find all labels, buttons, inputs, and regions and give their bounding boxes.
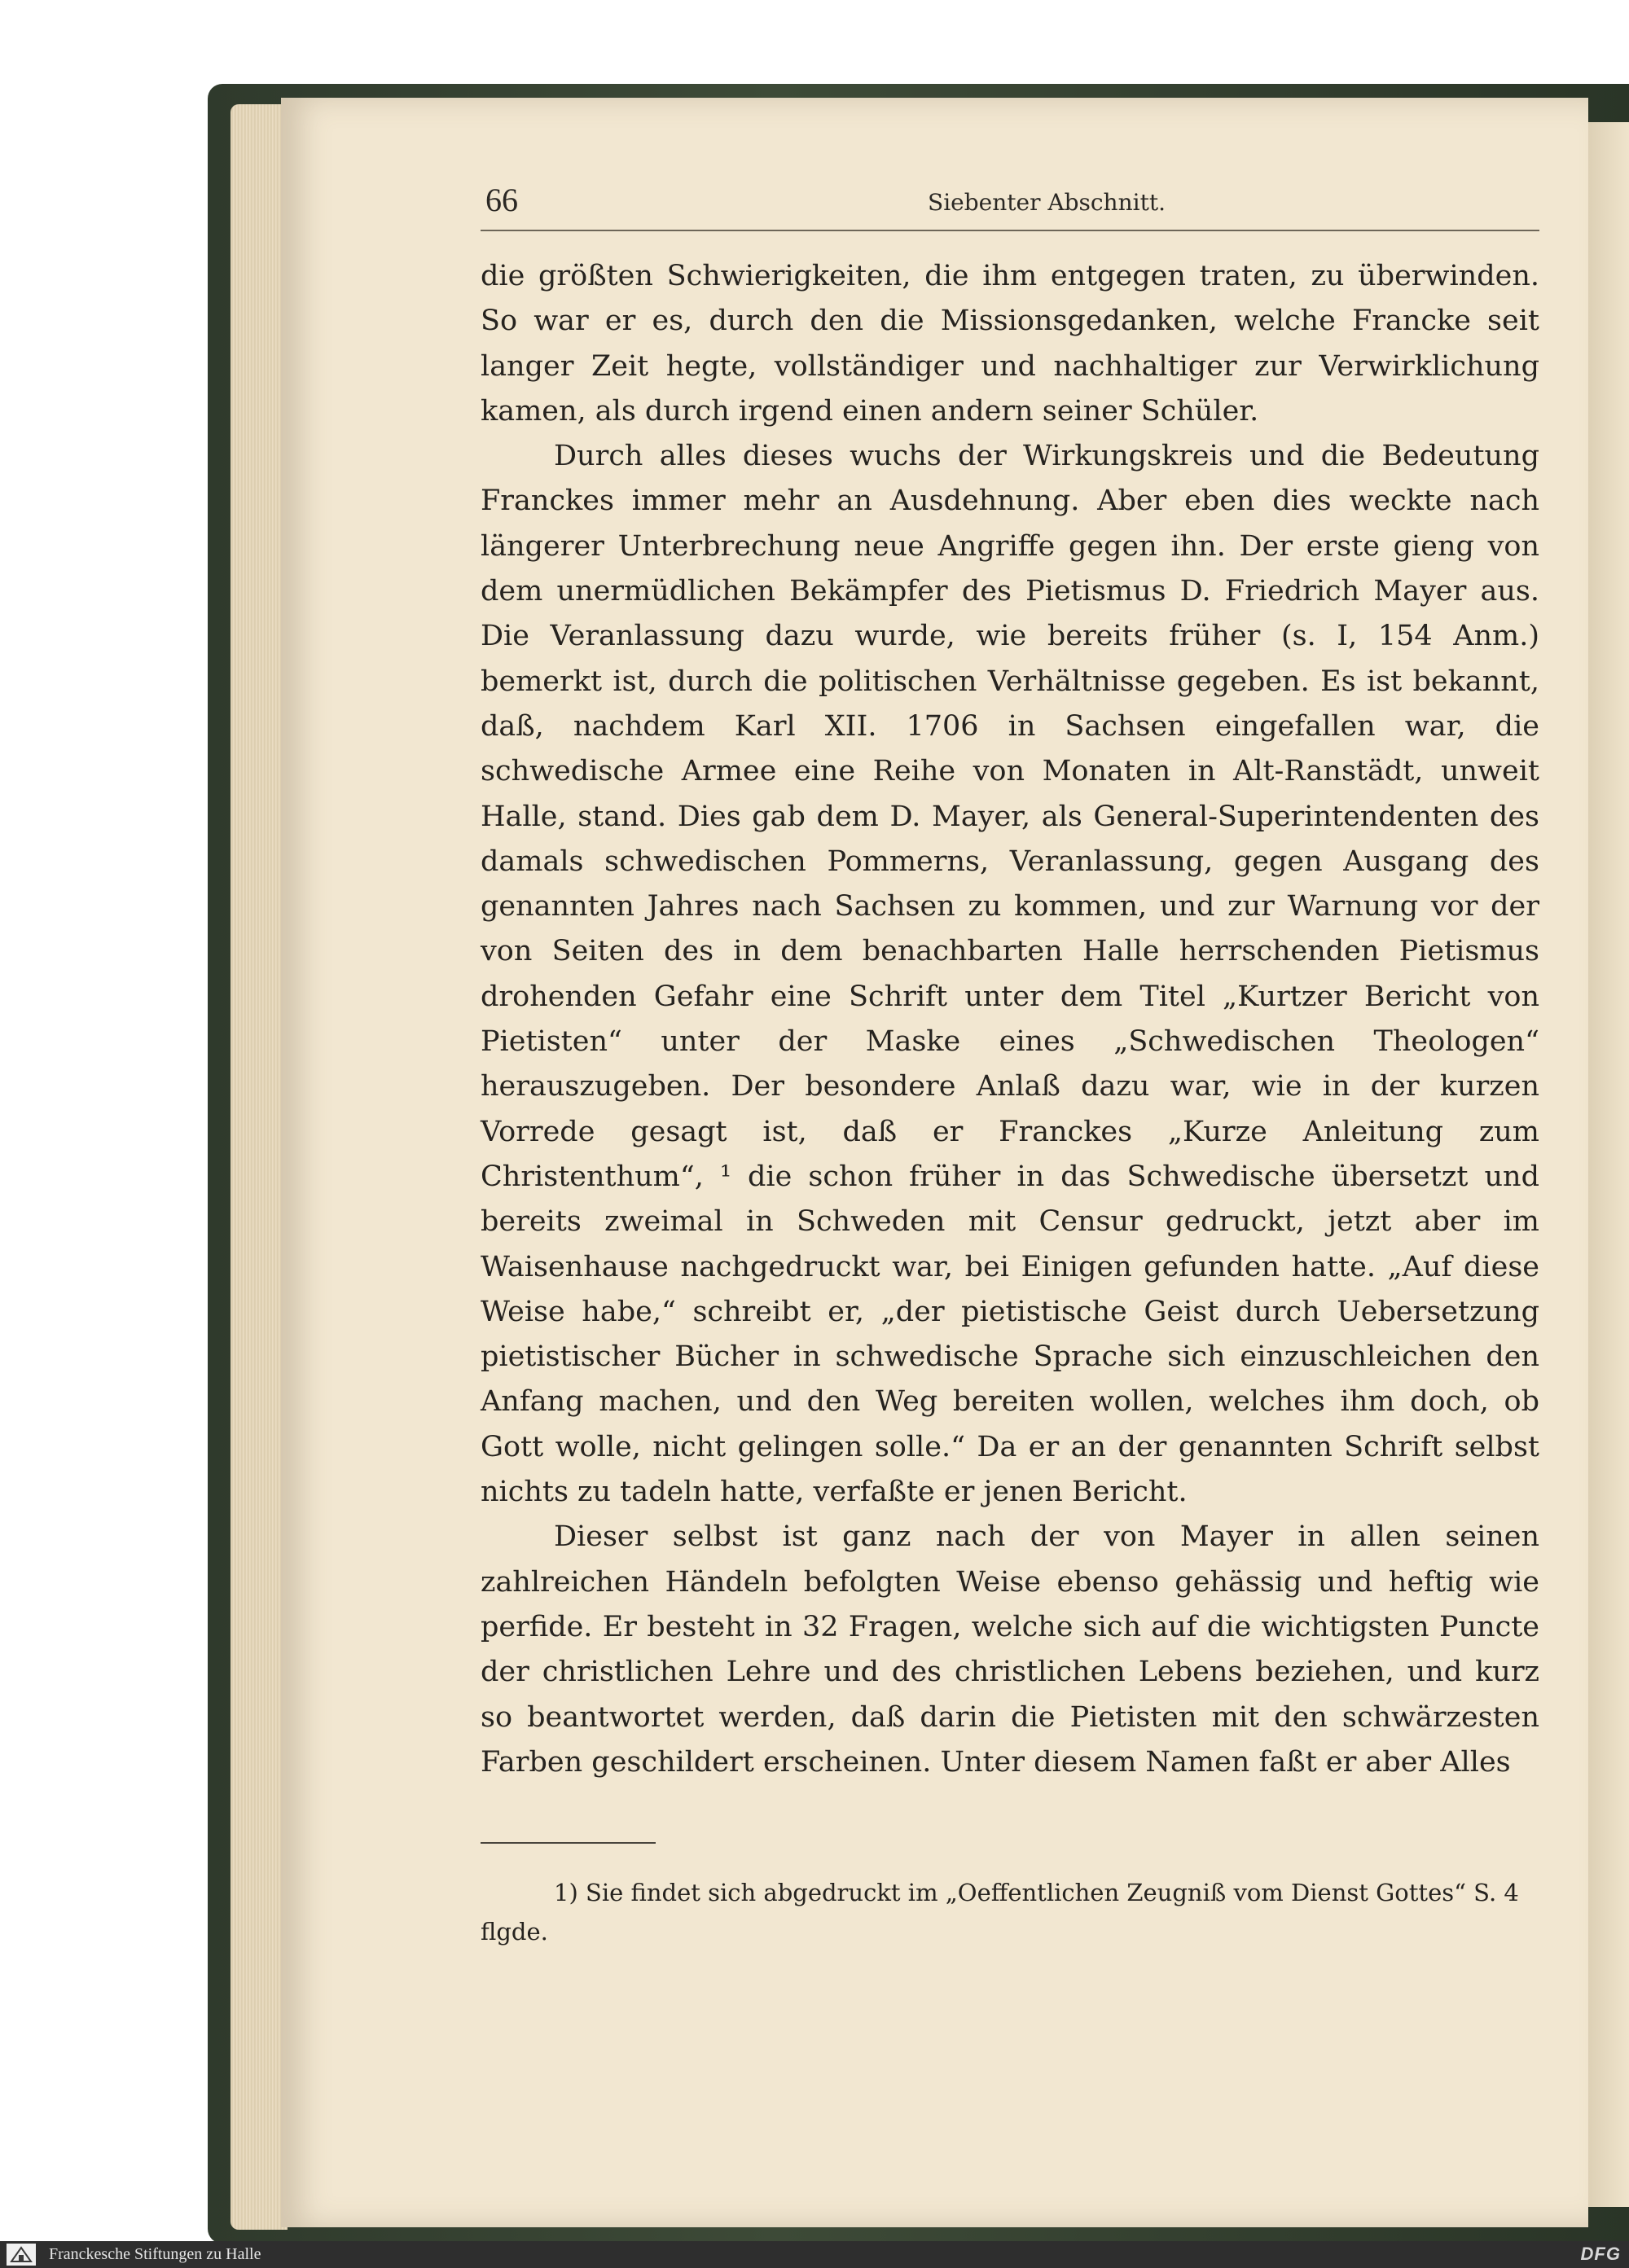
body-text: [481, 254, 1539, 1785]
paragraph: die größten Schwierigkeiten, die ihm entgegen traten, zu überwinden. So war er es, durch den die Missionsgedanken, welche Francke seit langer Zeit hegte, vollständiger und nachhaltiger zur Verwirklichung kamen, als durch irgend einen andern seiner Schüler.: [481, 260, 1539, 428]
franckesche-stiftungen-logo-icon: [7, 2244, 36, 2266]
chapter-title: Siebenter Abschnitt.: [928, 189, 1166, 216]
institution-name: Franckesche Stiftungen zu Halle: [49, 2245, 261, 2263]
facing-page-edge: [1588, 122, 1629, 2207]
footnote: 1) Sie findet sich abgedruckt im „Oeffentlichen Zeugniß vom Dienst Gottes“ S. 4 flgde.: [481, 1879, 1519, 1946]
paragraph: Dieser selbst ist ganz nach der von Mayer in allen seinen zahlreichen Händeln befolgten Weise ebenso gehässig und heftig wie perfide. Er besteht in 32 Fragen, welche sich auf die wichtigsten Puncte der christlichen Lehre und des christlichen Lebens beziehen, und kurz so beantwortet werden, daß darin die Pietisten mit den schwärzesten Farben geschildert erscheinen. Unter diesem Namen faßt er aber Alles: [481, 1520, 1539, 1779]
running-head: [481, 181, 1539, 231]
footnote-divider: [481, 1842, 656, 1844]
page-number: 66: [485, 182, 518, 218]
dfg-logo: DFG: [1580, 2244, 1621, 2264]
paragraph: Durch alles dieses wuchs der Wirkungskreis und die Bedeutung Franckes immer mehr an Ausdehnung. Aber eben dies weckte nach längerer Unterbrechung neue Angriffe gegen ihn. Der erste gieng von dem unermüdlichen Bekämpfer des Pietismus D. Friedrich Mayer aus. Die Veranlassung dazu wurde, wie bereits früher (s. I, 154 Anm.) bemerkt ist, durch die politischen Verhältnisse gegeben. Es ist bekannt, daß, nachdem Karl XII. 1706 in Sachsen eingefallen war, die schwedische Armee eine Reihe von Monaten in Alt-Ranstädt, unweit Halle, stand. Dies gab dem D. Mayer, als General-Superintendenten des damals schwedischen Pommerns, Veranlassung, gegen Ausgang des genannten Jahres nach Sachsen zu kommen, und zur Warnung vor der von Seiten des in dem benachbarten Halle herrschenden Pietismus drohenden Gefahr eine Schrift unter dem Titel „Kurtzer Bericht von Pietisten“ unter der Maske eines „Schwedischen Theologen“ herauszugeben. Der besondere Anlaß dazu war, wie in der kurzen Vorrede gesagt ist, daß er Franckes „Kurze Anleitung zum Christenthum“, ¹ die schon früher in das Schwedische übersetzt und bereits zweimal in Schweden mit Censur gedruckt, jetzt aber im Waisenhause nachgedruckt war, bei Einigen gefunden hatte. „Auf diese Weise habe,“ schreibt er, „der pietistische Geist durch Uebersetzung pietistischer Bücher in schwedische Sprache sich einzuschleichen den Anfang machen, und den Weg bereiten wollen, welches ihm doch, ob Gott wolle, nicht gelingen solle.“ Da er an der genannten Schrift selbst nichts zu tadeln hatte, verfaßte er jenen Bericht.: [481, 440, 1539, 1509]
viewer-footer-bar: [0, 2241, 1629, 2268]
page-edges: [231, 104, 288, 2230]
